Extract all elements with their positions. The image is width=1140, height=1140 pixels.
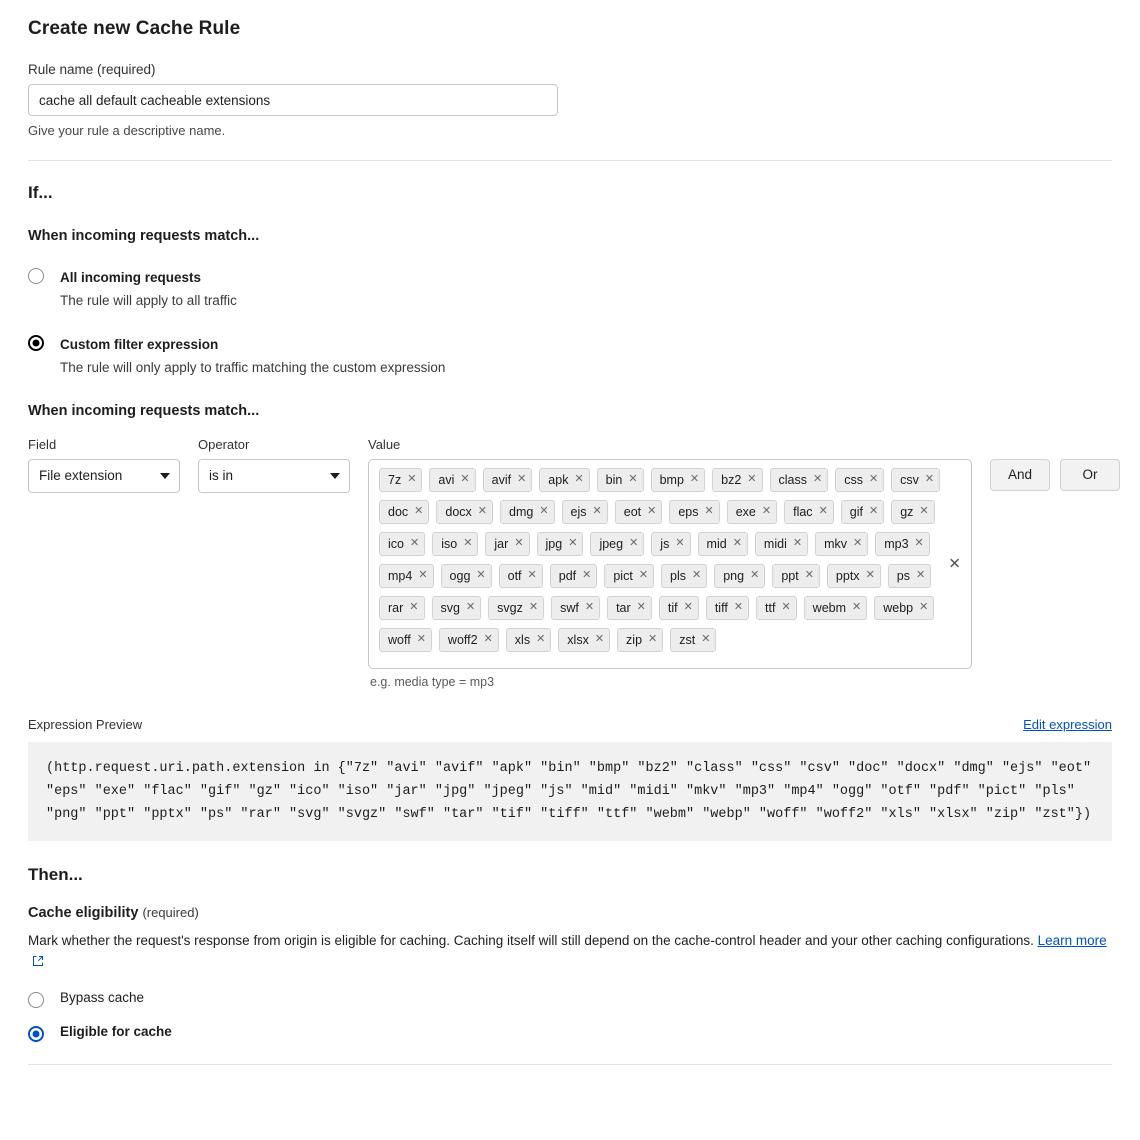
operator-select-value: is in xyxy=(209,468,234,483)
value-token-label: jpeg xyxy=(599,536,624,551)
value-token[interactable] xyxy=(379,468,422,492)
remove-token-icon[interactable]: ✕ xyxy=(914,537,924,549)
value-token-input[interactable] xyxy=(368,459,972,669)
remove-token-icon[interactable]: ✕ xyxy=(692,569,702,581)
remove-token-icon[interactable]: ✕ xyxy=(536,633,546,645)
value-token[interactable] xyxy=(607,596,652,620)
remove-token-icon[interactable]: ✕ xyxy=(574,473,584,485)
clear-all-icon[interactable]: ✕ xyxy=(948,555,961,572)
value-token[interactable] xyxy=(706,596,749,620)
learn-more-link[interactable]: Learn more xyxy=(1037,933,1107,949)
value-token[interactable] xyxy=(550,564,598,588)
value-token-label: gz xyxy=(900,504,914,519)
remove-token-icon[interactable]: ✕ xyxy=(465,601,476,613)
radio-custom-filter-expression-desc: The rule will only apply to traffic matching the custom expression xyxy=(60,359,446,375)
value-token-label: svgz xyxy=(497,600,523,615)
remove-token-icon[interactable]: ✕ xyxy=(865,569,875,581)
remove-token-icon[interactable]: ✕ xyxy=(852,601,862,613)
value-token[interactable] xyxy=(669,500,719,524)
rule-name-input[interactable] xyxy=(28,84,558,116)
value-token[interactable] xyxy=(772,564,820,588)
value-token[interactable] xyxy=(727,500,777,524)
value-token[interactable] xyxy=(379,532,425,556)
radio-eligible-for-cache[interactable] xyxy=(28,1024,1112,1042)
remove-token-icon[interactable]: ✕ xyxy=(527,569,537,581)
value-token[interactable] xyxy=(891,500,934,524)
value-token[interactable] xyxy=(379,500,429,524)
field-select[interactable] xyxy=(28,459,180,493)
value-token[interactable] xyxy=(597,468,644,492)
remove-token-icon[interactable]: ✕ xyxy=(594,633,605,645)
value-token[interactable] xyxy=(651,532,690,556)
value-token-label: tif xyxy=(667,600,678,615)
page-title: Create new Cache Rule xyxy=(28,18,241,39)
if-heading: If... xyxy=(28,183,53,202)
remove-token-icon[interactable]: ✕ xyxy=(584,601,595,613)
remove-token-icon[interactable]: ✕ xyxy=(761,505,772,517)
value-token[interactable] xyxy=(615,500,663,524)
value-token-label: js xyxy=(660,536,670,551)
value-token[interactable] xyxy=(436,500,493,524)
value-token[interactable] xyxy=(841,500,884,524)
remove-token-icon[interactable]: ✕ xyxy=(852,537,863,549)
radio-custom-filter-expression[interactable] xyxy=(28,333,1112,378)
value-token[interactable] xyxy=(429,468,475,492)
bottom-divider xyxy=(28,1064,1112,1065)
value-token-label: doc xyxy=(388,504,409,519)
edit-expression-link[interactable]: Edit expression xyxy=(1023,716,1112,732)
value-token-label: pls xyxy=(670,568,687,583)
value-token-label: svg xyxy=(440,600,460,615)
value-token[interactable] xyxy=(756,596,797,620)
value-token[interactable] xyxy=(835,468,884,492)
field-column xyxy=(28,437,180,493)
value-token[interactable] xyxy=(815,532,868,556)
radio-eligible-for-cache-label: Eligible for cache xyxy=(60,1024,172,1039)
value-token-label: otf xyxy=(507,568,522,583)
remove-token-icon[interactable]: ✕ xyxy=(629,537,639,549)
radio-bypass-cache[interactable] xyxy=(28,990,1112,1008)
value-token-label: ppt xyxy=(781,568,799,583)
value-token-label: zst xyxy=(679,632,696,647)
cache-eligibility-title: Cache eligibility xyxy=(28,905,139,922)
radio-all-incoming-requests-label: All incoming requests xyxy=(60,270,202,285)
remove-token-icon[interactable]: ✕ xyxy=(648,633,658,645)
token-list xyxy=(379,468,954,660)
value-token[interactable] xyxy=(558,628,610,652)
value-column xyxy=(368,437,972,689)
value-token[interactable] xyxy=(604,564,654,588)
value-token[interactable] xyxy=(755,532,808,556)
value-token[interactable] xyxy=(875,532,930,556)
expression-builder xyxy=(28,437,1112,689)
value-token[interactable] xyxy=(698,532,748,556)
value-token-label: woff2 xyxy=(447,632,478,647)
value-token[interactable] xyxy=(891,468,940,492)
value-token-label: mp4 xyxy=(388,568,413,583)
value-token[interactable] xyxy=(562,500,608,524)
radio-icon-unselected[interactable] xyxy=(28,268,44,284)
value-token[interactable] xyxy=(539,468,589,492)
value-token[interactable] xyxy=(500,500,555,524)
cache-eligibility-label xyxy=(28,905,1112,921)
remove-token-icon[interactable]: ✕ xyxy=(477,505,487,517)
expression-preview-label: Expression Preview xyxy=(28,716,143,732)
value-token-label: ps xyxy=(896,568,910,583)
remove-token-icon[interactable]: ✕ xyxy=(704,505,714,517)
remove-token-icon[interactable]: ✕ xyxy=(463,537,473,549)
value-token-label: png xyxy=(723,568,745,583)
remove-token-icon[interactable]: ✕ xyxy=(409,537,420,549)
value-token-label: css xyxy=(844,472,863,487)
remove-token-icon[interactable]: ✕ xyxy=(868,473,879,485)
value-token-label: rar xyxy=(388,600,404,615)
radio-icon-selected[interactable] xyxy=(28,335,44,351)
remove-token-icon[interactable]: ✕ xyxy=(781,601,791,613)
value-token[interactable] xyxy=(379,628,432,652)
divider xyxy=(28,160,1112,161)
value-token[interactable] xyxy=(488,596,544,620)
cache-eligibility-description xyxy=(28,931,1112,974)
value-token[interactable] xyxy=(499,564,543,588)
value-token-label: flac xyxy=(793,504,813,519)
value-token[interactable] xyxy=(651,468,706,492)
value-token-label: eps xyxy=(678,504,699,519)
value-token-label: tiff xyxy=(714,600,728,615)
value-token-label: midi xyxy=(763,536,787,551)
value-token-label: webp xyxy=(883,600,914,615)
builder-heading: When incoming requests match... xyxy=(28,402,260,419)
rule-name-help: Give your rule a descriptive name. xyxy=(28,123,226,138)
remove-token-icon[interactable]: ✕ xyxy=(924,473,935,485)
remove-token-icon[interactable]: ✕ xyxy=(868,505,879,517)
remove-token-icon[interactable]: ✕ xyxy=(416,633,426,645)
external-link-icon xyxy=(32,953,44,974)
value-token[interactable] xyxy=(784,500,834,524)
remove-token-icon[interactable]: ✕ xyxy=(628,473,638,485)
value-token[interactable] xyxy=(432,596,482,620)
remove-token-icon[interactable]: ✕ xyxy=(514,537,524,549)
value-token[interactable] xyxy=(827,564,881,588)
value-token[interactable] xyxy=(874,596,934,620)
cache-eligibility-description-text: Mark whether the request's response from origin is eligible for caching. Caching itself will still depend on the cache-control header and your other caching configurations. xyxy=(28,933,1038,949)
then-heading: Then... xyxy=(28,865,83,885)
value-token-label: csv xyxy=(900,472,919,487)
value-label: Value xyxy=(368,436,401,452)
operator-select[interactable] xyxy=(198,459,350,493)
value-token[interactable] xyxy=(432,532,478,556)
value-token-label: mp3 xyxy=(884,536,909,551)
rule-name-label: Rule name (required) xyxy=(28,62,156,77)
value-token-label: woff xyxy=(388,632,411,647)
remove-token-icon[interactable]: ✕ xyxy=(592,505,602,517)
value-token[interactable] xyxy=(714,564,765,588)
remove-token-icon[interactable]: ✕ xyxy=(689,473,700,485)
value-token[interactable] xyxy=(441,564,492,588)
value-token[interactable] xyxy=(804,596,868,620)
value-token-label: pdf xyxy=(558,568,577,583)
value-token-label: zip xyxy=(626,632,643,647)
value-token-label: apk xyxy=(548,472,569,487)
expression-preview-header xyxy=(28,717,1112,732)
remove-token-icon[interactable]: ✕ xyxy=(732,537,742,549)
value-token-label: dmg xyxy=(509,504,534,519)
value-token[interactable] xyxy=(379,564,434,588)
remove-token-icon[interactable]: ✕ xyxy=(647,505,657,517)
value-token-label: xls xyxy=(514,632,531,647)
remove-token-icon[interactable]: ✕ xyxy=(792,537,803,549)
remove-token-icon[interactable]: ✕ xyxy=(733,601,744,613)
remove-token-icon[interactable]: ✕ xyxy=(528,601,539,613)
remove-token-icon[interactable]: ✕ xyxy=(636,601,646,613)
value-token[interactable] xyxy=(770,468,829,492)
field-label: Field xyxy=(28,436,57,452)
remove-token-icon[interactable]: ✕ xyxy=(483,633,493,645)
radio-custom-filter-expression-label: Custom filter expression xyxy=(60,336,219,352)
remove-token-icon[interactable]: ✕ xyxy=(638,569,649,581)
value-token[interactable] xyxy=(670,628,716,652)
value-token[interactable] xyxy=(888,564,931,588)
value-token-label: mkv xyxy=(824,536,847,551)
value-token-label: jpg xyxy=(545,536,563,551)
logic-buttons xyxy=(990,459,1130,491)
remove-token-icon[interactable]: ✕ xyxy=(915,569,926,581)
remove-token-icon[interactable]: ✕ xyxy=(582,569,592,581)
value-token[interactable] xyxy=(506,628,552,652)
value-token-label: avif xyxy=(491,472,512,487)
value-token[interactable] xyxy=(712,468,762,492)
remove-token-icon[interactable]: ✕ xyxy=(812,473,823,485)
chevron-down-icon xyxy=(330,473,340,479)
value-token-label: jar xyxy=(494,536,509,551)
remove-token-icon[interactable]: ✕ xyxy=(919,505,929,517)
value-token[interactable] xyxy=(661,564,707,588)
value-token-label: exe xyxy=(735,504,756,519)
value-token-label: pptx xyxy=(835,568,860,583)
chevron-down-icon xyxy=(160,473,170,479)
value-token-label: webm xyxy=(812,600,847,615)
remove-token-icon[interactable]: ✕ xyxy=(818,505,828,517)
value-token[interactable] xyxy=(551,596,600,620)
value-token-label: ttf xyxy=(765,600,776,615)
radio-bypass-cache-label: Bypass cache xyxy=(60,990,145,1005)
value-token-label: mid xyxy=(706,536,727,551)
value-token[interactable] xyxy=(617,628,663,652)
remove-token-icon[interactable]: ✕ xyxy=(476,569,486,581)
value-token[interactable] xyxy=(483,468,533,492)
value-token-label: docx xyxy=(445,504,472,519)
value-token-label: gif xyxy=(849,504,863,519)
value-token-label: avi xyxy=(438,472,455,487)
remove-token-icon[interactable]: ✕ xyxy=(460,473,470,485)
value-token-label: swf xyxy=(560,600,579,615)
radio-icon-selected[interactable] xyxy=(28,1026,44,1042)
value-token-label: bin xyxy=(605,472,623,487)
value-token-label: class xyxy=(778,472,807,487)
remove-token-icon[interactable]: ✕ xyxy=(750,569,760,581)
remove-token-icon[interactable]: ✕ xyxy=(804,569,814,581)
value-token-label: xlsx xyxy=(567,632,589,647)
value-token-label: ogg xyxy=(449,568,471,583)
remove-token-icon[interactable]: ✕ xyxy=(683,601,693,613)
and-button[interactable]: And xyxy=(990,459,1050,491)
remove-token-icon[interactable]: ✕ xyxy=(675,537,685,549)
remove-token-icon[interactable]: ✕ xyxy=(568,537,578,549)
remove-token-icon[interactable]: ✕ xyxy=(701,633,711,645)
value-token-label: bz2 xyxy=(721,472,742,487)
value-token[interactable] xyxy=(590,532,644,556)
radio-all-incoming-requests-desc: The rule will apply to all traffic xyxy=(60,293,237,309)
value-token-label: iso xyxy=(441,536,458,551)
value-token-label: tar xyxy=(616,600,631,615)
value-token-label: ejs xyxy=(570,504,587,519)
value-token-label: bmp xyxy=(659,472,684,487)
radio-all-incoming-requests[interactable] xyxy=(28,266,1112,311)
match-heading: When incoming requests match... xyxy=(28,228,260,244)
remove-token-icon[interactable]: ✕ xyxy=(414,505,424,517)
value-token[interactable] xyxy=(439,628,499,652)
operator-label: Operator xyxy=(198,436,250,452)
field-select-value: File extension xyxy=(39,468,123,483)
remove-token-icon[interactable]: ✕ xyxy=(517,473,527,485)
cache-eligibility-required: (required) xyxy=(142,905,199,921)
value-token[interactable] xyxy=(537,532,584,556)
value-token-label: pict xyxy=(613,568,633,583)
value-token-label: ico xyxy=(388,536,404,551)
remove-token-icon[interactable]: ✕ xyxy=(919,601,929,613)
value-token[interactable] xyxy=(659,596,699,620)
value-token[interactable] xyxy=(485,532,529,556)
remove-token-icon[interactable]: ✕ xyxy=(539,505,549,517)
operator-column xyxy=(198,437,350,493)
remove-token-icon[interactable]: ✕ xyxy=(409,601,419,613)
value-token-label: 7z xyxy=(388,472,402,487)
value-token[interactable] xyxy=(379,596,425,620)
remove-token-icon[interactable]: ✕ xyxy=(407,473,417,485)
remove-token-icon[interactable]: ✕ xyxy=(747,473,757,485)
expression-preview-text: (http.request.uri.path.extension in {"7z" "avi" "avif" "apk" "bin" "bmp" "bz2" "class" "css" "csv" "doc" "docx" "dmg" "ejs" "eot" "eps" "exe" "flac" "gif" "gz" "ico" "iso" "jar" "jpg" "jpeg" "js" "mid" "midi" "mkv" "mp3" "mp4" "ogg" "otf" "pdf" "pict" "pls" "png" "ppt" "pptx" "ps" "rar" "svg" "svgz" "swf" "tar" "tif" "tiff" "ttf" "webm" "webp" "woff" "woff2" "xls" "xlsx" "zip" "zst"}) xyxy=(28,742,1112,842)
value-hint: e.g. media type = mp3 xyxy=(370,674,495,689)
or-button[interactable]: Or xyxy=(1060,459,1120,491)
radio-icon-unselected[interactable] xyxy=(28,992,44,1008)
remove-token-icon[interactable]: ✕ xyxy=(418,569,428,581)
value-token-label: eot xyxy=(623,504,642,519)
